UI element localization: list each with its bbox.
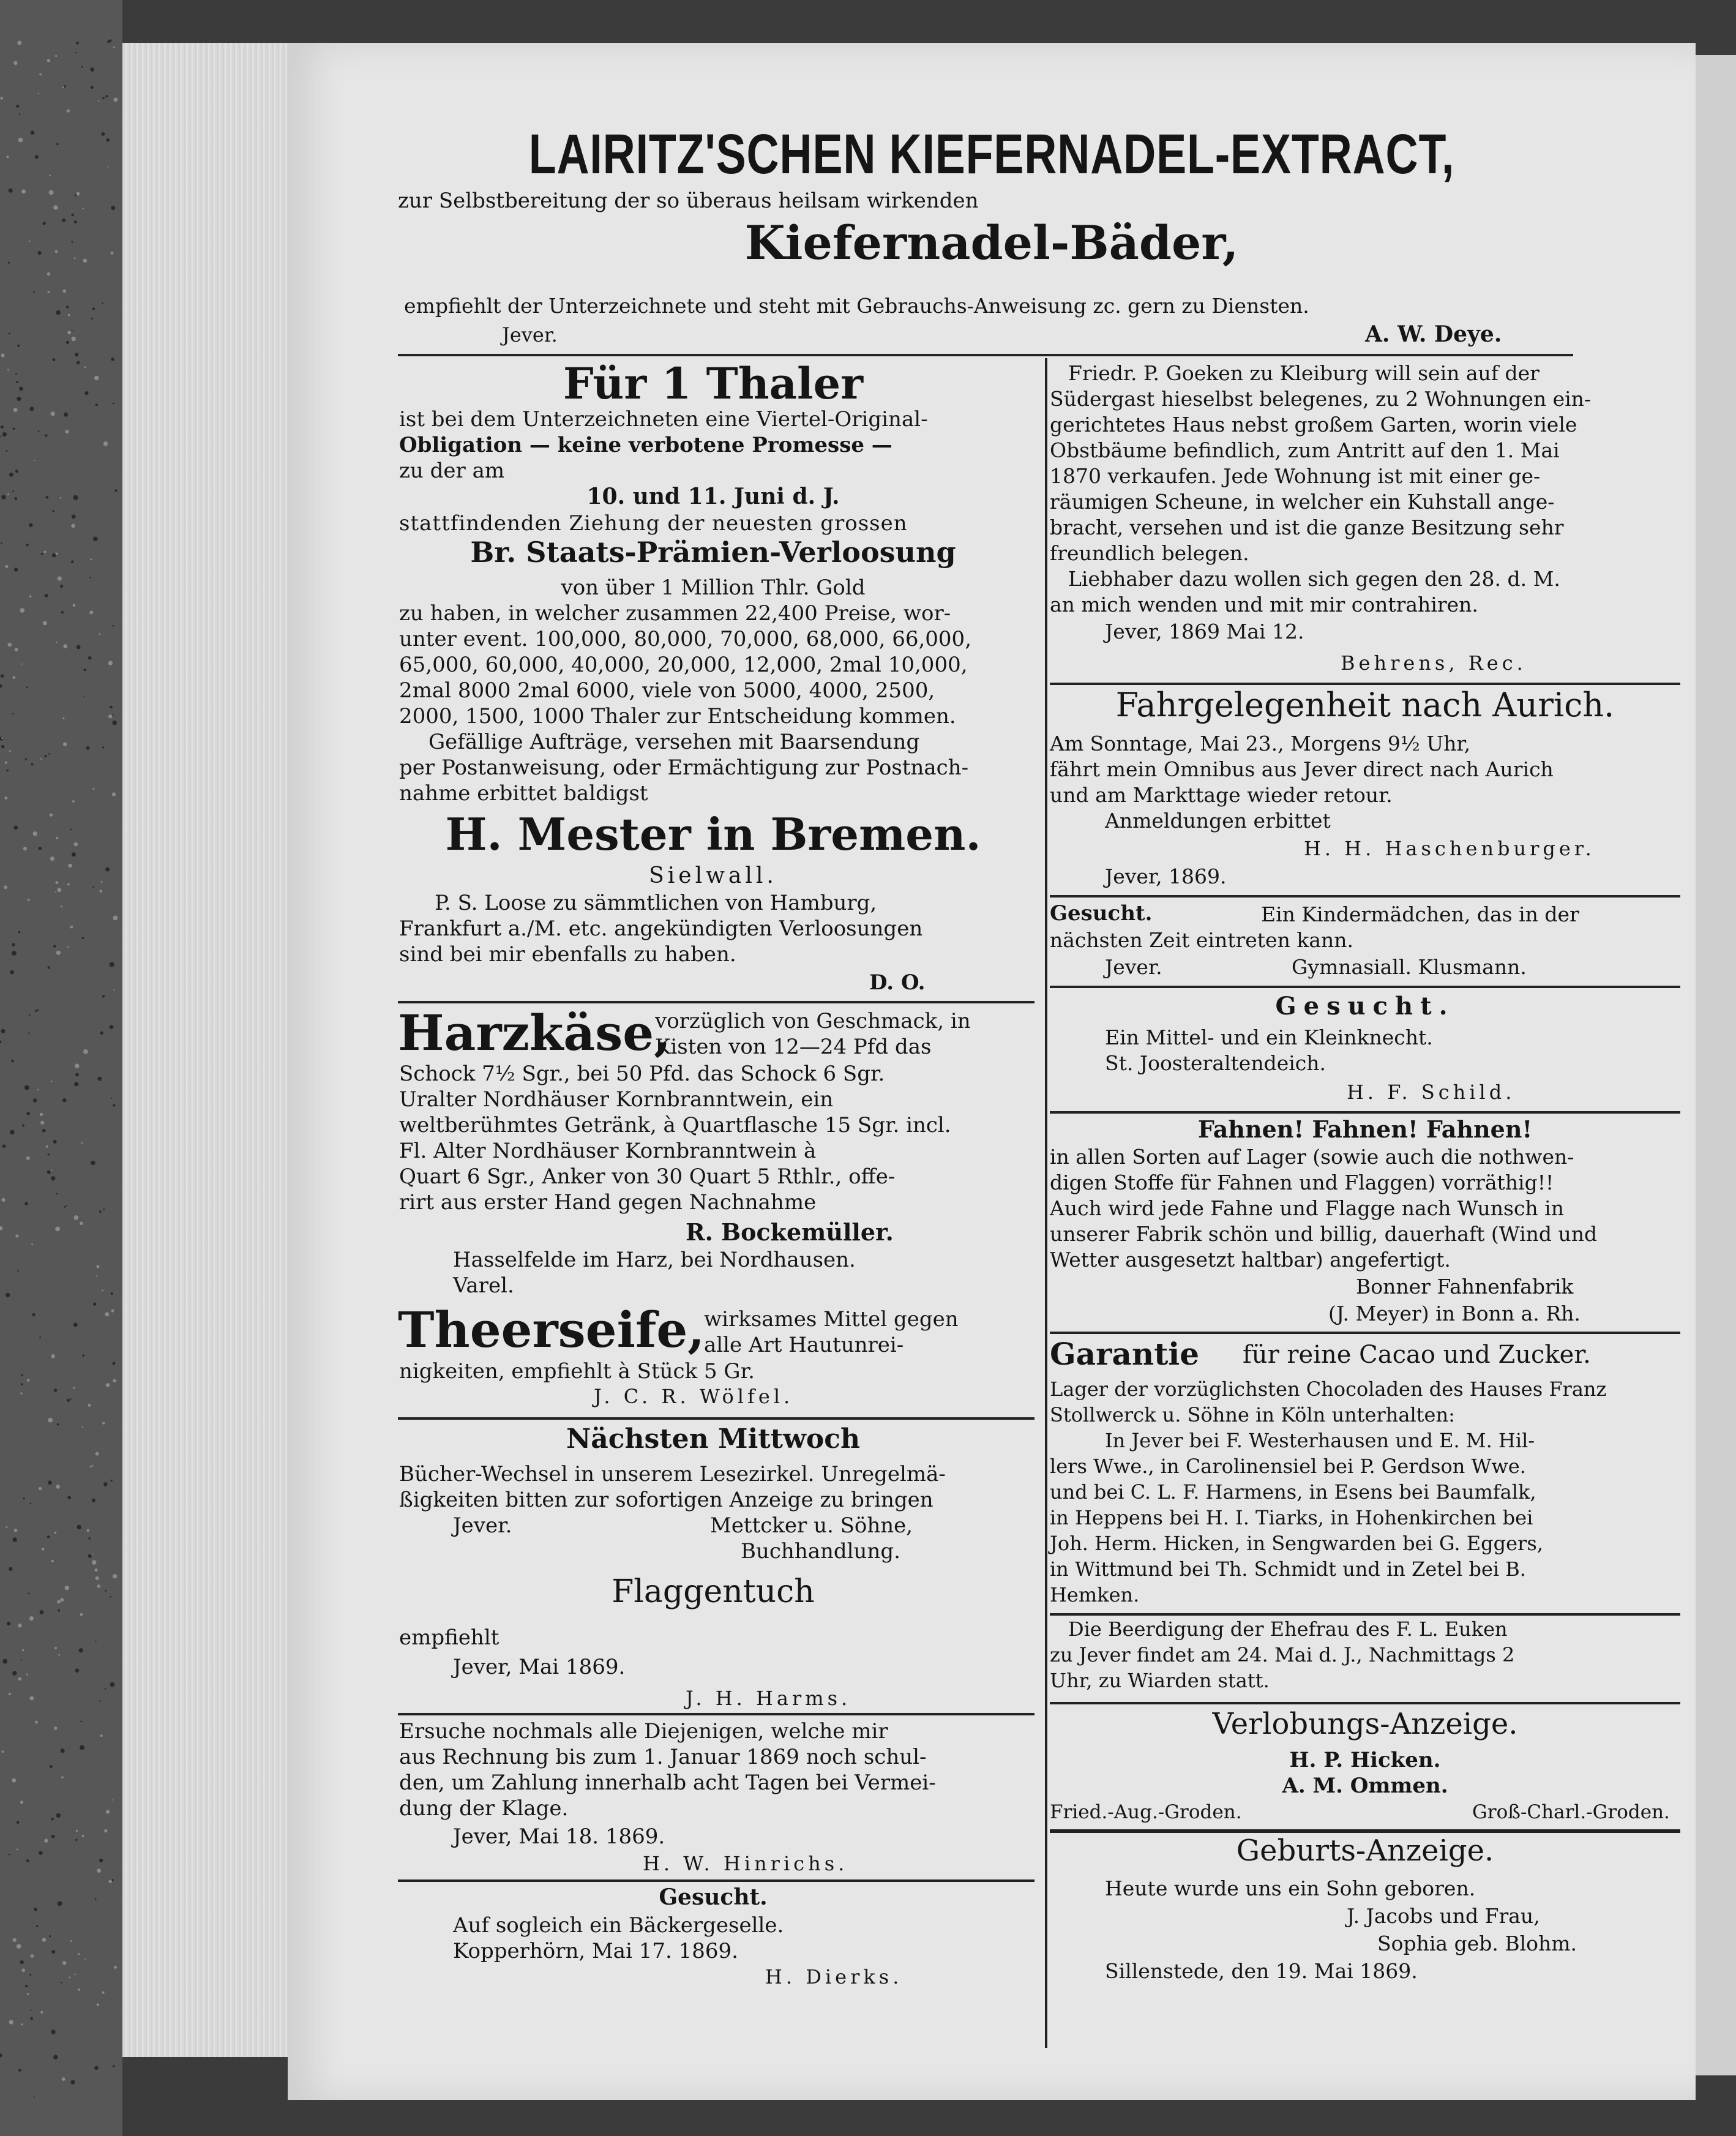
verlobung-place: Groß-Charl.-Groden. bbox=[1472, 1801, 1670, 1823]
geburt-line: J. Jacobs und Frau, bbox=[1347, 1904, 1540, 1928]
thaler-title: Für 1 Thaler bbox=[563, 358, 864, 409]
column-divider bbox=[1045, 358, 1047, 2048]
theer-line: wirksames Mittel gegen bbox=[704, 1307, 959, 1332]
beerdigung-line: Die Beerdigung der Ehefrau des F. L. Euken bbox=[1068, 1617, 1508, 1641]
thaler-line: zu der am bbox=[399, 459, 505, 483]
goeken-date: Jever, 1869 Mai 12. bbox=[1105, 620, 1304, 643]
mittwoch-place: Jever. bbox=[453, 1513, 512, 1538]
section-divider bbox=[1050, 1829, 1680, 1833]
geburt-line: Heute wurde uns ein Sohn geboren. bbox=[1105, 1876, 1476, 1900]
verlobung-name: A. M. Ommen. bbox=[1282, 1774, 1448, 1798]
harz-line: Schock 7½ Sgr., bei 50 Pfd. das Schock 6 Sgr. bbox=[399, 1062, 885, 1086]
garantie-line: in Heppens bei H. I. Tiarks, in Hohenkirchen bei bbox=[1050, 1506, 1533, 1529]
newspaper-page bbox=[288, 43, 1696, 2100]
flaggen-line: empfiehlt bbox=[399, 1625, 499, 1650]
section-divider bbox=[1050, 1111, 1680, 1114]
ersuche-line: den, um Zahlung innerhalb acht Tagen bei Vermei- bbox=[399, 1771, 936, 1795]
facing-page-edge bbox=[1696, 55, 1736, 2075]
thaler-body: Gefällige Aufträge, versehen mit Baarsendung bbox=[428, 730, 920, 754]
aurich-line: fährt mein Omnibus aus Jever direct nach Aurich bbox=[1050, 757, 1554, 781]
goeken-signature: Behrens, Rec. bbox=[1341, 651, 1527, 675]
goeken-line: Südergast hieselbst belegenes, zu 2 Wohnungen ein- bbox=[1050, 387, 1592, 411]
mittwoch-title: Nächsten Mittwoch bbox=[566, 1423, 860, 1455]
flaggen-signature: J. H. Harms. bbox=[686, 1687, 851, 1710]
thaler-signature: D. O. bbox=[869, 970, 926, 995]
header-divider bbox=[398, 354, 1573, 356]
harz-line: Kisten von 12—24 Pfd das bbox=[655, 1035, 932, 1059]
kinder-line: nächsten Zeit eintreten kann. bbox=[1050, 928, 1353, 952]
mittwoch-signature: Mettcker u. Söhne, bbox=[710, 1513, 913, 1538]
ersuche-line: dung der Klage. bbox=[399, 1796, 569, 1821]
page-stack-edge bbox=[122, 43, 306, 2057]
flaggen-line: Jever, Mai 1869. bbox=[453, 1655, 626, 1679]
kinder-signature: Gymnasiall. Klusmann. bbox=[1292, 955, 1527, 979]
knecht-signature: H. F. Schild. bbox=[1347, 1081, 1516, 1104]
section-divider bbox=[1050, 895, 1680, 897]
ersuche-line: aus Rechnung bis zum 1. Januar 1869 noch schul- bbox=[399, 1745, 927, 1769]
harz-line: weltberühmtes Getränk, à Quartflasche 15 Sgr. incl. bbox=[399, 1113, 951, 1137]
garantie-line: und bei C. L. F. Harmens, in Esens bei Baumfalk, bbox=[1050, 1480, 1536, 1504]
thaler-body: 2000, 1500, 1000 Thaler zur Entscheidung kommen. bbox=[399, 704, 956, 729]
harz-place: Varel. bbox=[453, 1273, 514, 1298]
fahnen-signature: (J. Meyer) in Bonn a. Rh. bbox=[1328, 1302, 1581, 1325]
harz-line: vorzüglich von Geschmack, in bbox=[655, 1009, 971, 1033]
knecht-line: Ein Mittel- und ein Kleinknecht. bbox=[1105, 1025, 1433, 1049]
fahnen-signature: Bonner Fahnenfabrik bbox=[1356, 1275, 1574, 1298]
garantie-line: In Jever bei F. Westerhausen und E. M. Hil- bbox=[1105, 1429, 1535, 1452]
knecht-title: Gesucht. bbox=[1275, 992, 1455, 1021]
mittwoch-line: Bücher-Wechsel in unserem Lesezirkel. Unregelmä- bbox=[399, 1462, 946, 1486]
thaler-body: per Postanweisung, oder Ermächtigung zur Postnach- bbox=[399, 755, 969, 780]
goeken-line: an mich wenden und mit mir contrahiren. bbox=[1050, 593, 1478, 616]
fahnen-title: Fahnen! Fahnen! Fahnen! bbox=[1197, 1115, 1533, 1143]
fahnen-line: unserer Fabrik schön und billig, dauerhaft (Wind und bbox=[1050, 1222, 1598, 1246]
garantie-line: Joh. Herm. Hicken, in Sengwarden bei G. Eggers, bbox=[1050, 1532, 1543, 1555]
thaler-body: 2mal 8000 2mal 6000, viele von 5000, 4000, 2500, bbox=[399, 678, 935, 703]
goeken-line: Liebhaber dazu wollen sich gegen den 28. d. M. bbox=[1068, 567, 1560, 591]
section-divider bbox=[1050, 986, 1680, 988]
goeken-line: Friedr. P. Goeken zu Kleiburg will sein auf der bbox=[1068, 361, 1540, 385]
verlobung-place: Fried.-Aug.-Groden. bbox=[1050, 1801, 1242, 1823]
harz-line: Quart 6 Sgr., Anker von 30 Quart 5 Rthlr., offe- bbox=[399, 1164, 896, 1189]
fahnen-line: Auch wird jede Fahne und Flagge nach Wunsch in bbox=[1050, 1196, 1564, 1220]
verlobung-name: H. P. Hicken. bbox=[1289, 1748, 1441, 1772]
header-place: Jever. bbox=[502, 323, 558, 347]
harz-line: Uralter Nordhäuser Kornbranntwein, ein bbox=[399, 1087, 834, 1112]
geburt-title: Geburts-Anzeige. bbox=[1236, 1834, 1494, 1868]
section-divider bbox=[398, 1879, 1034, 1882]
goeken-line: räumigen Scheune, in welcher ein Kuhstall ange- bbox=[1050, 490, 1555, 514]
theer-line: alle Art Hautunrei- bbox=[704, 1333, 904, 1357]
section-divider bbox=[398, 1417, 1034, 1420]
harz-place: Hasselfelde im Harz, bei Nordhausen. bbox=[453, 1248, 856, 1272]
fahnen-line: digen Stoffe für Fahnen und Flaggen) vorräthig!! bbox=[1050, 1171, 1554, 1194]
theer-line: nigkeiten, empfiehlt à Stück 5 Gr. bbox=[399, 1359, 755, 1384]
thaler-ps: sind bei mir ebenfalls zu haben. bbox=[399, 942, 736, 967]
aurich-signature: H. H. Haschenburger. bbox=[1304, 837, 1595, 860]
lottery-name: Br. Staats-Prämien-Verloosung bbox=[470, 536, 956, 569]
kinder-place: Jever. bbox=[1105, 955, 1162, 979]
product-headline: LAIRITZ'SCHEN KIEFERNADEL-EXTRACT, bbox=[528, 123, 1455, 185]
firm-street: Sielwall. bbox=[649, 863, 777, 888]
thaler-date: 10. und 11. Juni d. J. bbox=[586, 484, 840, 509]
gesucht-title: Gesucht. bbox=[659, 1884, 768, 1910]
goeken-line: freundlich belegen. bbox=[1050, 541, 1249, 565]
beerdigung-line: Uhr, zu Wiarden statt. bbox=[1050, 1669, 1270, 1692]
goeken-line: gerichtetes Haus nebst großem Garten, worin viele bbox=[1050, 413, 1577, 437]
marbled-edge-pattern bbox=[0, 37, 122, 2106]
garantie-title: Garantie bbox=[1050, 1336, 1200, 1372]
thaler-body: unter event. 100,000, 80,000, 70,000, 68,000, 66,000, bbox=[399, 627, 971, 651]
garantie-line: für reine Cacao und Zucker. bbox=[1243, 1341, 1591, 1369]
section-divider bbox=[1050, 1702, 1680, 1704]
harz-title: Harzkäse, bbox=[398, 1004, 672, 1062]
geburt-line: Sophia geb. Blohm. bbox=[1377, 1932, 1577, 1955]
theer-title: Theerseife, bbox=[398, 1301, 705, 1358]
thaler-line: ist bei dem Unterzeichneten eine Viertel-Original- bbox=[399, 407, 928, 432]
thaler-body: zu haben, in welcher zusammen 22,400 Preise, wor- bbox=[399, 601, 951, 626]
gesucht-line: Kopperhörn, Mai 17. 1869. bbox=[453, 1939, 738, 1963]
section-divider bbox=[398, 1713, 1034, 1715]
firm-name: H. Mester in Bremen. bbox=[445, 808, 981, 860]
beerdigung-line: zu Jever findet am 24. Mai d. J., Nachmittags 2 bbox=[1050, 1643, 1515, 1666]
ersuche-date: Jever, Mai 18. 1869. bbox=[453, 1824, 665, 1849]
goeken-line: Obstbäume befindlich, zum Antritt auf den 1. Mai bbox=[1050, 438, 1560, 462]
thaler-body: 65,000, 60,000, 40,000, 20,000, 12,000, 2mal 10,000, bbox=[399, 653, 968, 677]
section-divider bbox=[1050, 683, 1680, 685]
header-line-1: zur Selbstbereitung der so überaus heilsam wirkenden bbox=[398, 189, 979, 213]
thaler-body: nahme erbittet baldigst bbox=[399, 781, 648, 806]
garantie-line: lers Wwe., in Carolinensiel bei P. Gerdson Wwe. bbox=[1050, 1455, 1526, 1478]
gesucht-signature: H. Dierks. bbox=[765, 1965, 903, 1988]
ersuche-line: Ersuche nochmals alle Diejenigen, welche mir bbox=[399, 1719, 888, 1744]
harz-line: rirt aus erster Hand gegen Nachnahme bbox=[399, 1190, 817, 1215]
garantie-line: Hemken. bbox=[1050, 1583, 1140, 1606]
thaler-body: von über 1 Million Thlr. Gold bbox=[561, 575, 866, 600]
verlobung-title: Verlobungs-Anzeige. bbox=[1212, 1707, 1518, 1741]
section-divider bbox=[1050, 1332, 1680, 1334]
kinder-line: Ein Kindermädchen, das in der bbox=[1261, 902, 1579, 926]
thaler-line: stattfindenden Ziehung der neuesten grossen bbox=[399, 511, 908, 536]
goeken-line: 1870 verkaufen. Jede Wohnung ist mit einer ge- bbox=[1050, 464, 1541, 488]
mittwoch-line: ßigkeiten bitten zur sofortigen Anzeige zu bringen bbox=[399, 1488, 933, 1512]
fahnen-line: Wetter ausgesetzt haltbar) angefertigt. bbox=[1050, 1248, 1451, 1272]
section-divider bbox=[398, 1001, 1034, 1003]
aurich-title: Fahrgelegenheit nach Aurich. bbox=[1115, 686, 1615, 724]
mittwoch-signature: Buchhandlung. bbox=[741, 1539, 900, 1564]
aurich-line: Anmeldungen erbittet bbox=[1105, 809, 1331, 833]
header-signer: A. W. Deye. bbox=[1365, 321, 1502, 347]
knecht-line: St. Joosteraltendeich. bbox=[1105, 1051, 1326, 1075]
goeken-line: bracht, versehen und ist die ganze Besitzung sehr bbox=[1050, 515, 1564, 539]
theer-signature: J. C. R. Wölfel. bbox=[594, 1385, 794, 1408]
header-line-2: empfiehlt der Unterzeichnete und steht mit Gebrauchs-Anweisung zc. gern zu Diensten. bbox=[404, 294, 1309, 318]
baths-headline: Kiefernadel-Bäder, bbox=[744, 215, 1239, 270]
garantie-line: Lager der vorzüglichsten Chocoladen des Hauses Franz bbox=[1050, 1377, 1607, 1401]
thaler-ps: P. S. Loose zu sämmtlichen von Hamburg, bbox=[435, 891, 877, 915]
thaler-ps: Frankfurt a./M. etc. angekündigten Verloosungen bbox=[399, 916, 923, 941]
geburt-line: Sillenstede, den 19. Mai 1869. bbox=[1105, 1959, 1418, 1983]
fahnen-line: in allen Sorten auf Lager (sowie auch die nothwen- bbox=[1050, 1145, 1574, 1169]
garantie-line: Stollwerck u. Söhne in Köln unterhalten: bbox=[1050, 1403, 1455, 1426]
aurich-line: und am Markttage wieder retour. bbox=[1050, 783, 1393, 807]
gesucht-line: Auf sogleich ein Bäckergeselle. bbox=[453, 1913, 784, 1938]
aurich-line: Am Sonntage, Mai 23., Morgens 9½ Uhr, bbox=[1050, 732, 1471, 755]
harz-line: Fl. Alter Nordhäuser Kornbranntwein à bbox=[399, 1139, 817, 1163]
kinder-title: Gesucht. bbox=[1050, 901, 1153, 926]
ersuche-signature: H. W. Hinrichs. bbox=[643, 1852, 848, 1875]
garantie-line: in Wittmund bei Th. Schmidt und in Zetel bei B. bbox=[1050, 1557, 1526, 1581]
harz-signature: R. Bockemüller. bbox=[686, 1218, 894, 1246]
thaler-line: Obligation — keine verbotene Promesse — bbox=[399, 433, 892, 457]
aurich-date: Jever, 1869. bbox=[1105, 864, 1227, 888]
section-divider bbox=[1050, 1613, 1680, 1616]
flaggen-title: Flaggentuch bbox=[612, 1573, 815, 1610]
